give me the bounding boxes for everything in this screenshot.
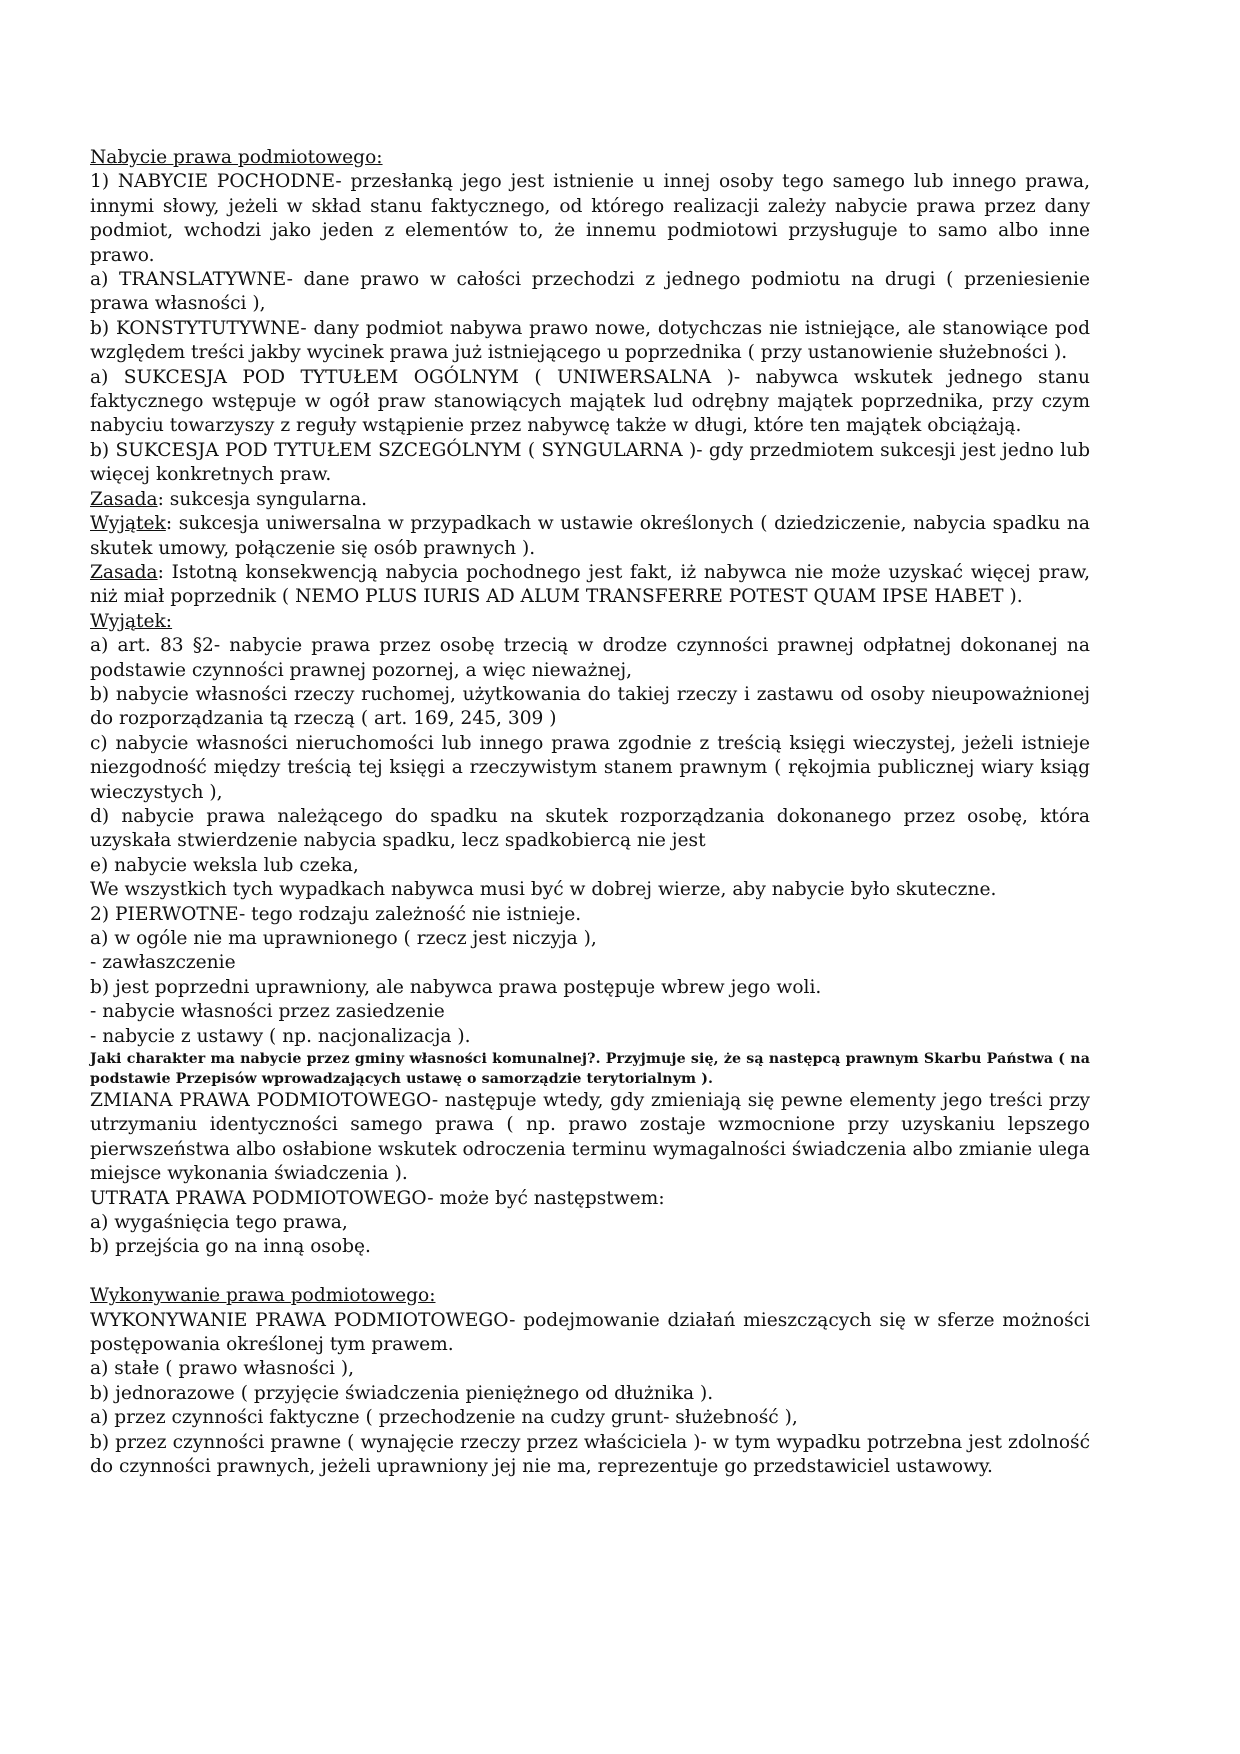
paragraph-wykonywanie: WYKONYWANIE PRAWA PODMIOTOWEGO- podejmowanie działań mieszczących się w sferze możności postępowania określonej tym prawem. [90, 1309, 1090, 1356]
pierwotne-item-b: b) jest poprzedni uprawniony, ale nabywca prawa postępuje wbrew jego woli. [90, 976, 822, 998]
wyjatek-text: : sukcesja uniwersalna w przypadkach w ustawie określonych ( dziedziczenie, nabycia spadku na skutek umowy, połączenie się osób prawnych ). [90, 513, 1090, 559]
paragraph-gminy-note: Jaki charakter ma nabycie przez gminy własności komunalnej?. Przyjmuje się, że są następcą prawnym Skarbu Państwa ( na podstawie Przepisów wprowadzających ustawę o samorządzie terytorialnym ). [90, 1051, 1090, 1088]
paragraph-utrata-prawa: UTRATA PRAWA PODMIOTOWEGO- może być następstwem: [90, 1187, 665, 1209]
paragraph-zasada-1 [90, 488, 1090, 512]
wykonywanie-item-prawne: b) przez czynności prawne ( wynajęcie rzeczy przez właściciela )- w tym wypadku potrzebna jest zdolność do czynności prawnych, jeżeli uprawniony jej nie ma, reprezentuje go przedstawiciel ustawowy. [90, 1431, 1090, 1478]
pierwotne-item-ustawa: - nabycie z ustawy ( np. nacjonalizacja ). [90, 1025, 471, 1047]
pierwotne-item-a: a) w ogóle nie ma uprawnionego ( rzecz jest niczyja ), [90, 928, 597, 949]
paragraph-wyjatek-2-label: Wyjątek: [90, 610, 173, 632]
exception-item-c: c) nabycie własności nieruchomości lub innego prawa zgodnie z treścią księgi wieczystej, jeżeli istnieje niezgodność między treścią tej księgi a rzeczywistym stanem prawnym ( rękojmia publicznej wiary ksiąg wieczystych ), [90, 732, 1090, 803]
paragraph-pierwotne: 2) PIERWOTNE- tego rodzaju zależność nie istnieje. [90, 903, 582, 925]
paragraph-konstytutywne: b) KONSTYTUTYWNE- dany podmiot nabywa prawo nowe, dotychczas nie istniejące, ale stanowiące pod względem treści jakby wycinek prawa już istniejącego u poprzednika ( przy ustanowienie służebności ). [90, 317, 1090, 364]
section-heading-wykonywanie: Wykonywanie prawa podmiotowego: [90, 1285, 436, 1307]
paragraph-sukcesja-syngularna: b) SUKCESJA POD TYTUŁEM SZCEGÓLNYM ( SYNGULARNA )- gdy przedmiotem sukcesji jest jedno lub więcej konkretnych praw. [90, 439, 1090, 486]
wyjatek-label: Wyjątek [90, 513, 166, 535]
exception-item-a: a) art. 83 §2- nabycie prawa przez osobę trzecią w drodze czynności prawnej odpłatnej dokonanej na podstawie czynności prawnej pozornej, a więc nieważnej, [90, 635, 1090, 681]
wykonywanie-item-stale: a) stałe ( prawo własności ), [90, 1358, 355, 1380]
paragraph-dobra-wiara: We wszystkich tych wypadkach nabywca musi być w dobrej wierze, aby nabycie było skuteczne. [90, 879, 997, 901]
zasada-label: Zasada [90, 561, 158, 583]
zasada-text: : Istotną konsekwencją nabycia pochodnego jest fakt, iż nabywca nie może uzyskać więcej praw, niż miał poprzednik ( NEMO PLUS IURIS AD ALUM TRANSFERRE POTEST QUAM IPSE HABET ). [90, 561, 1090, 608]
paragraph-zasada-2 [90, 561, 1090, 610]
paragraph-nabycie-pochodne: 1) NABYCIE POCHODNE- przesłanką jego jest istnienie u innej osoby tego samego lub innego prawa, innymi słowy, jeżeli w skład stanu faktycznego, od którego realizacji zależy nabycie prawa przez dany podmiot, wchodzi jako jeden z elementów to, że innemu podmiotowi przysługuje to samo albo inne prawo. [90, 171, 1090, 266]
zasada-text: : sukcesja syngularna. [157, 488, 368, 510]
utrata-item-a: a) wygaśnięcia tego prawa, [90, 1212, 348, 1234]
paragraph-sukcesja-uniwersalna: a) SUKCESJA POD TYTUŁEM OGÓLNYM ( UNIWERSALNA )- nabywca wskutek jednego stanu faktycznego wstępuje w ogół praw stanowiących majątek lud odrębny majątek poprzednika, przy czym nabyciu towarzyszy z reguły wstąpienie przez nabywcę także w długi, które ten majątek obciążają. [90, 366, 1090, 437]
pierwotne-item-zasiedzenie: - nabycie własności przez zasiedzenie [90, 1001, 445, 1023]
exception-item-e: e) nabycie weksla lub czeka, [90, 854, 359, 876]
paragraph-translatywne: a) TRANSLATYWNE- dane prawo w całości przechodzi z jednego podmiotu na drugi ( przeniesienie prawa własności ), [90, 269, 1090, 315]
paragraph-wyjatek-1 [90, 512, 1090, 561]
blank-line [90, 1260, 1090, 1284]
wykonywanie-item-faktyczne: a) przez czynności faktyczne ( przechodzenie na cudzy grunt- służebność ), [90, 1407, 798, 1429]
utrata-item-b: b) przejścia go na inną osobę. [90, 1236, 371, 1258]
paragraph-zmiana-prawa: ZMIANA PRAWA PODMIOTOWEGO- następuje wtedy, gdy zmieniają się pewne elementy jego treści przy utrzymaniu identyczności samego prawa ( np. prawo zostaje wzmocnione przy uzyskaniu lepszego pierwszeństwa albo osłabione wskutek odroczenia terminu wymagalności świadczenia albo zmianie ulega miejsce wykonania świadczenia ). [90, 1090, 1090, 1185]
document-page [90, 146, 1090, 1480]
exception-item-b: b) nabycie własności rzeczy ruchomej, użytkowania do takiej rzeczy i zastawu od osoby nieupoważnionej do rozporządzania tą rzeczą ( art. 169, 245, 309 ) [90, 683, 1090, 730]
wykonywanie-item-jednorazowe: b) jednorazowe ( przyjęcie świadczenia pieniężnego od dłużnika ). [90, 1382, 714, 1404]
pierwotne-item-zawlaszczenie: - zawłaszczenie [90, 952, 236, 974]
section-heading-nabycie: Nabycie prawa podmiotowego: [90, 147, 383, 168]
exception-item-d: d) nabycie prawa należącego do spadku na skutek rozporządzania dokonanego przez osobę, która uzyskała stwierdzenie nabycia spadku, lecz spadkobiercą nie jest [90, 805, 1090, 852]
zasada-label: Zasada [90, 488, 158, 510]
